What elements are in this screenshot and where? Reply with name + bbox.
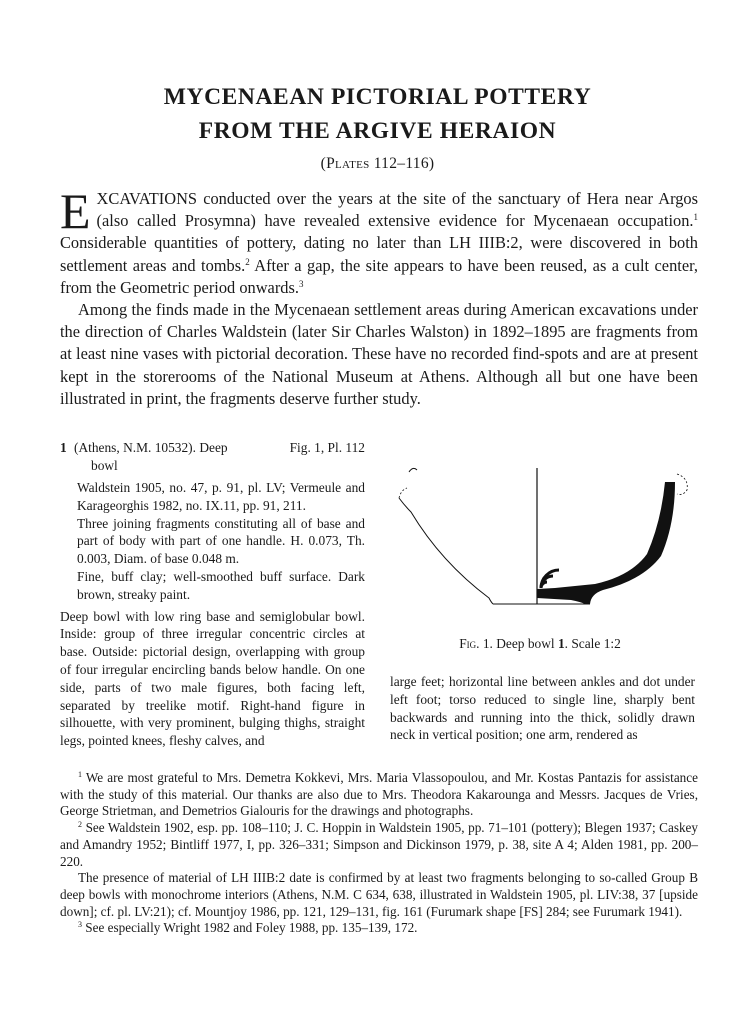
article-title-line-1: MYCENAEAN PICTORIAL POTTERY (163, 84, 592, 110)
intro-text (60, 183, 698, 410)
catalogue-left-column (60, 439, 365, 750)
footnote-2-text: See Waldstein 1902, esp. pp. 108–110; J. C. Hoppin in Waldstein 1905, pp. 71–101 (pottery); Blegen 1937; Caskey and Amandry 1952; Bintliff 1977, I, pp. 326–331; Simpson and Dickinson 1979, p. 38, site A 4; Alden 1981, pp. 200–220. (60, 820, 698, 869)
footnote-ref-2[interactable]: 2 (245, 256, 250, 267)
bowl-section-profile (537, 482, 675, 604)
catalogue-meta (60, 479, 365, 604)
footnote-2-mark: 2 (78, 820, 82, 830)
catalogue-name-line-2: bowl (91, 457, 118, 473)
caption-main: Deep bowl (492, 636, 558, 651)
concentric-circle-inner (541, 582, 547, 588)
article-title-line-2: FROM THE ARGIVE HERAION (198, 118, 557, 144)
catalogue-number: 1 (60, 440, 67, 455)
footnote-3-mark: 3 (78, 920, 82, 930)
intro-paragraph-2: Among the finds made in the Mycenaean settlement areas during American excavations under the direction of Charles Waldstein (later Sir Charles Walston) in 1892–1895 are fragments from at least nine vases with pictorial decoration. These have no recorded find-spots and are at present kept in the storerooms of the National Museum at Athens. Although all but one have been illustrated in print, the fragments deserve further study. (60, 300, 698, 408)
drop-cap: E (60, 183, 91, 239)
footnote-1 (60, 770, 698, 820)
plates-reference: (Plates 112–116) (320, 155, 435, 172)
catalogue-description-left: Deep bowl with low ring base and semiglobular bowl. Inside: group of three irregular concentric circles at base. Outside: pictorial design, overlapping with group of four irregular encircling bands below handle. On one side, parts of two male figures, both facing left, separated by treelike motif. Right-hand figure in silhouette, with very prominent, bulging thighs, straight legs, pointed knees, fleshy calves, and (60, 608, 365, 749)
footnote-1-text: We are most grateful to Mrs. Demetra Kokkevi, Mrs. Maria Vlassopoulou, and Mr. Kostas Pantazis for assistance with the study of this material. Our thanks are also due to Mrs. Theodora Kakarounga and Messrs. Jacques de Vries, George Strietman, and Demetrios Gialouris for the drawings and photographs. (60, 770, 698, 819)
footnotes (60, 770, 698, 937)
footnote-1-mark: 1 (78, 770, 82, 779)
catalogue-fragments: Three joining fragments constituting all of base and part of body with part of one handle. H. 0.073, Th. 0.003, Diam. of base 0.048 m. (77, 515, 365, 567)
intro-p1-part-c: After a gap, the site appears to have been reused, as a cult center, from the Geometric period onwards. (60, 255, 698, 297)
caption-number: 1 (557, 636, 565, 651)
footnote-ref-3[interactable]: 3 (298, 278, 304, 289)
catalogue-entry-header (60, 439, 365, 475)
handle-stub-left (399, 488, 407, 498)
catalogue-bibliography: Waldstein 1905, no. 47, p. 91, pl. LV; Vermeule and Karageorghis 1982, no. IX.11, pp. 91, 211. (77, 480, 365, 513)
catalogue-name (74, 439, 264, 475)
catalogue-fabric: Fine, buff clay; well-smoothed buff surface. Dark brown, streaky paint. (77, 568, 365, 602)
intro-paragraph-1 (60, 183, 698, 299)
footnote-2-continued: The presence of material of LH IIIB:2 date is confirmed by at least two fragments belonging to so-called Group B deep bowls with monochrome interiors (Athens, N.M. C 634, 638, illustrated in Waldstein 1905, pl. LIV:38, 37 [upside down]; cf. pl. LV:21); cf. Mountjoy 1986, pp. 121, 129–131, fig. 161 (Furumark shape [FS] 284; see Furumark 1941). (60, 870, 698, 919)
rim-fragment-left (409, 468, 417, 472)
intro-p1-part-a: XCAVATIONS conducted over the years at the site of the sanctuary of Hera near Argos (also called Prosymna) have revealed extensive evidence for Mycenaean occupation. (96, 189, 698, 231)
bowl-exterior-outline (399, 498, 493, 604)
catalogue-figure-ref: Fig. 1, Pl. 112 (289, 440, 365, 455)
caption-scale: . Scale 1:2 (564, 636, 621, 651)
footnote-3 (60, 920, 698, 937)
figure-1-drawing (385, 462, 695, 608)
figure-1-caption (385, 636, 695, 652)
catalogue-description-right: large feet; horizontal line between ankles and dot under left foot; torso reduced to single line, sharply bent backwards and running into the thick, solidly drawn neck in vertical position; one arm, rendered as (390, 674, 695, 743)
footnote-3-text: See especially Wright 1982 and Foley 1988, pp. 135–139, 172. (82, 920, 418, 936)
caption-prefix: Fig. 1. (459, 636, 493, 651)
deep-bowl-profile-drawing (385, 462, 695, 608)
handle-stub-right (677, 474, 687, 495)
intro-p1-part-b: Considerable quantities of pottery, dating no later than LH IIIB:2, were discovered in both settlement areas and tombs. (60, 233, 698, 275)
catalogue-name-line-1: (Athens, N.M. 10532). Deep (74, 440, 228, 455)
footnote-2 (60, 820, 698, 870)
footnote-ref-1[interactable]: 1 (693, 212, 698, 223)
